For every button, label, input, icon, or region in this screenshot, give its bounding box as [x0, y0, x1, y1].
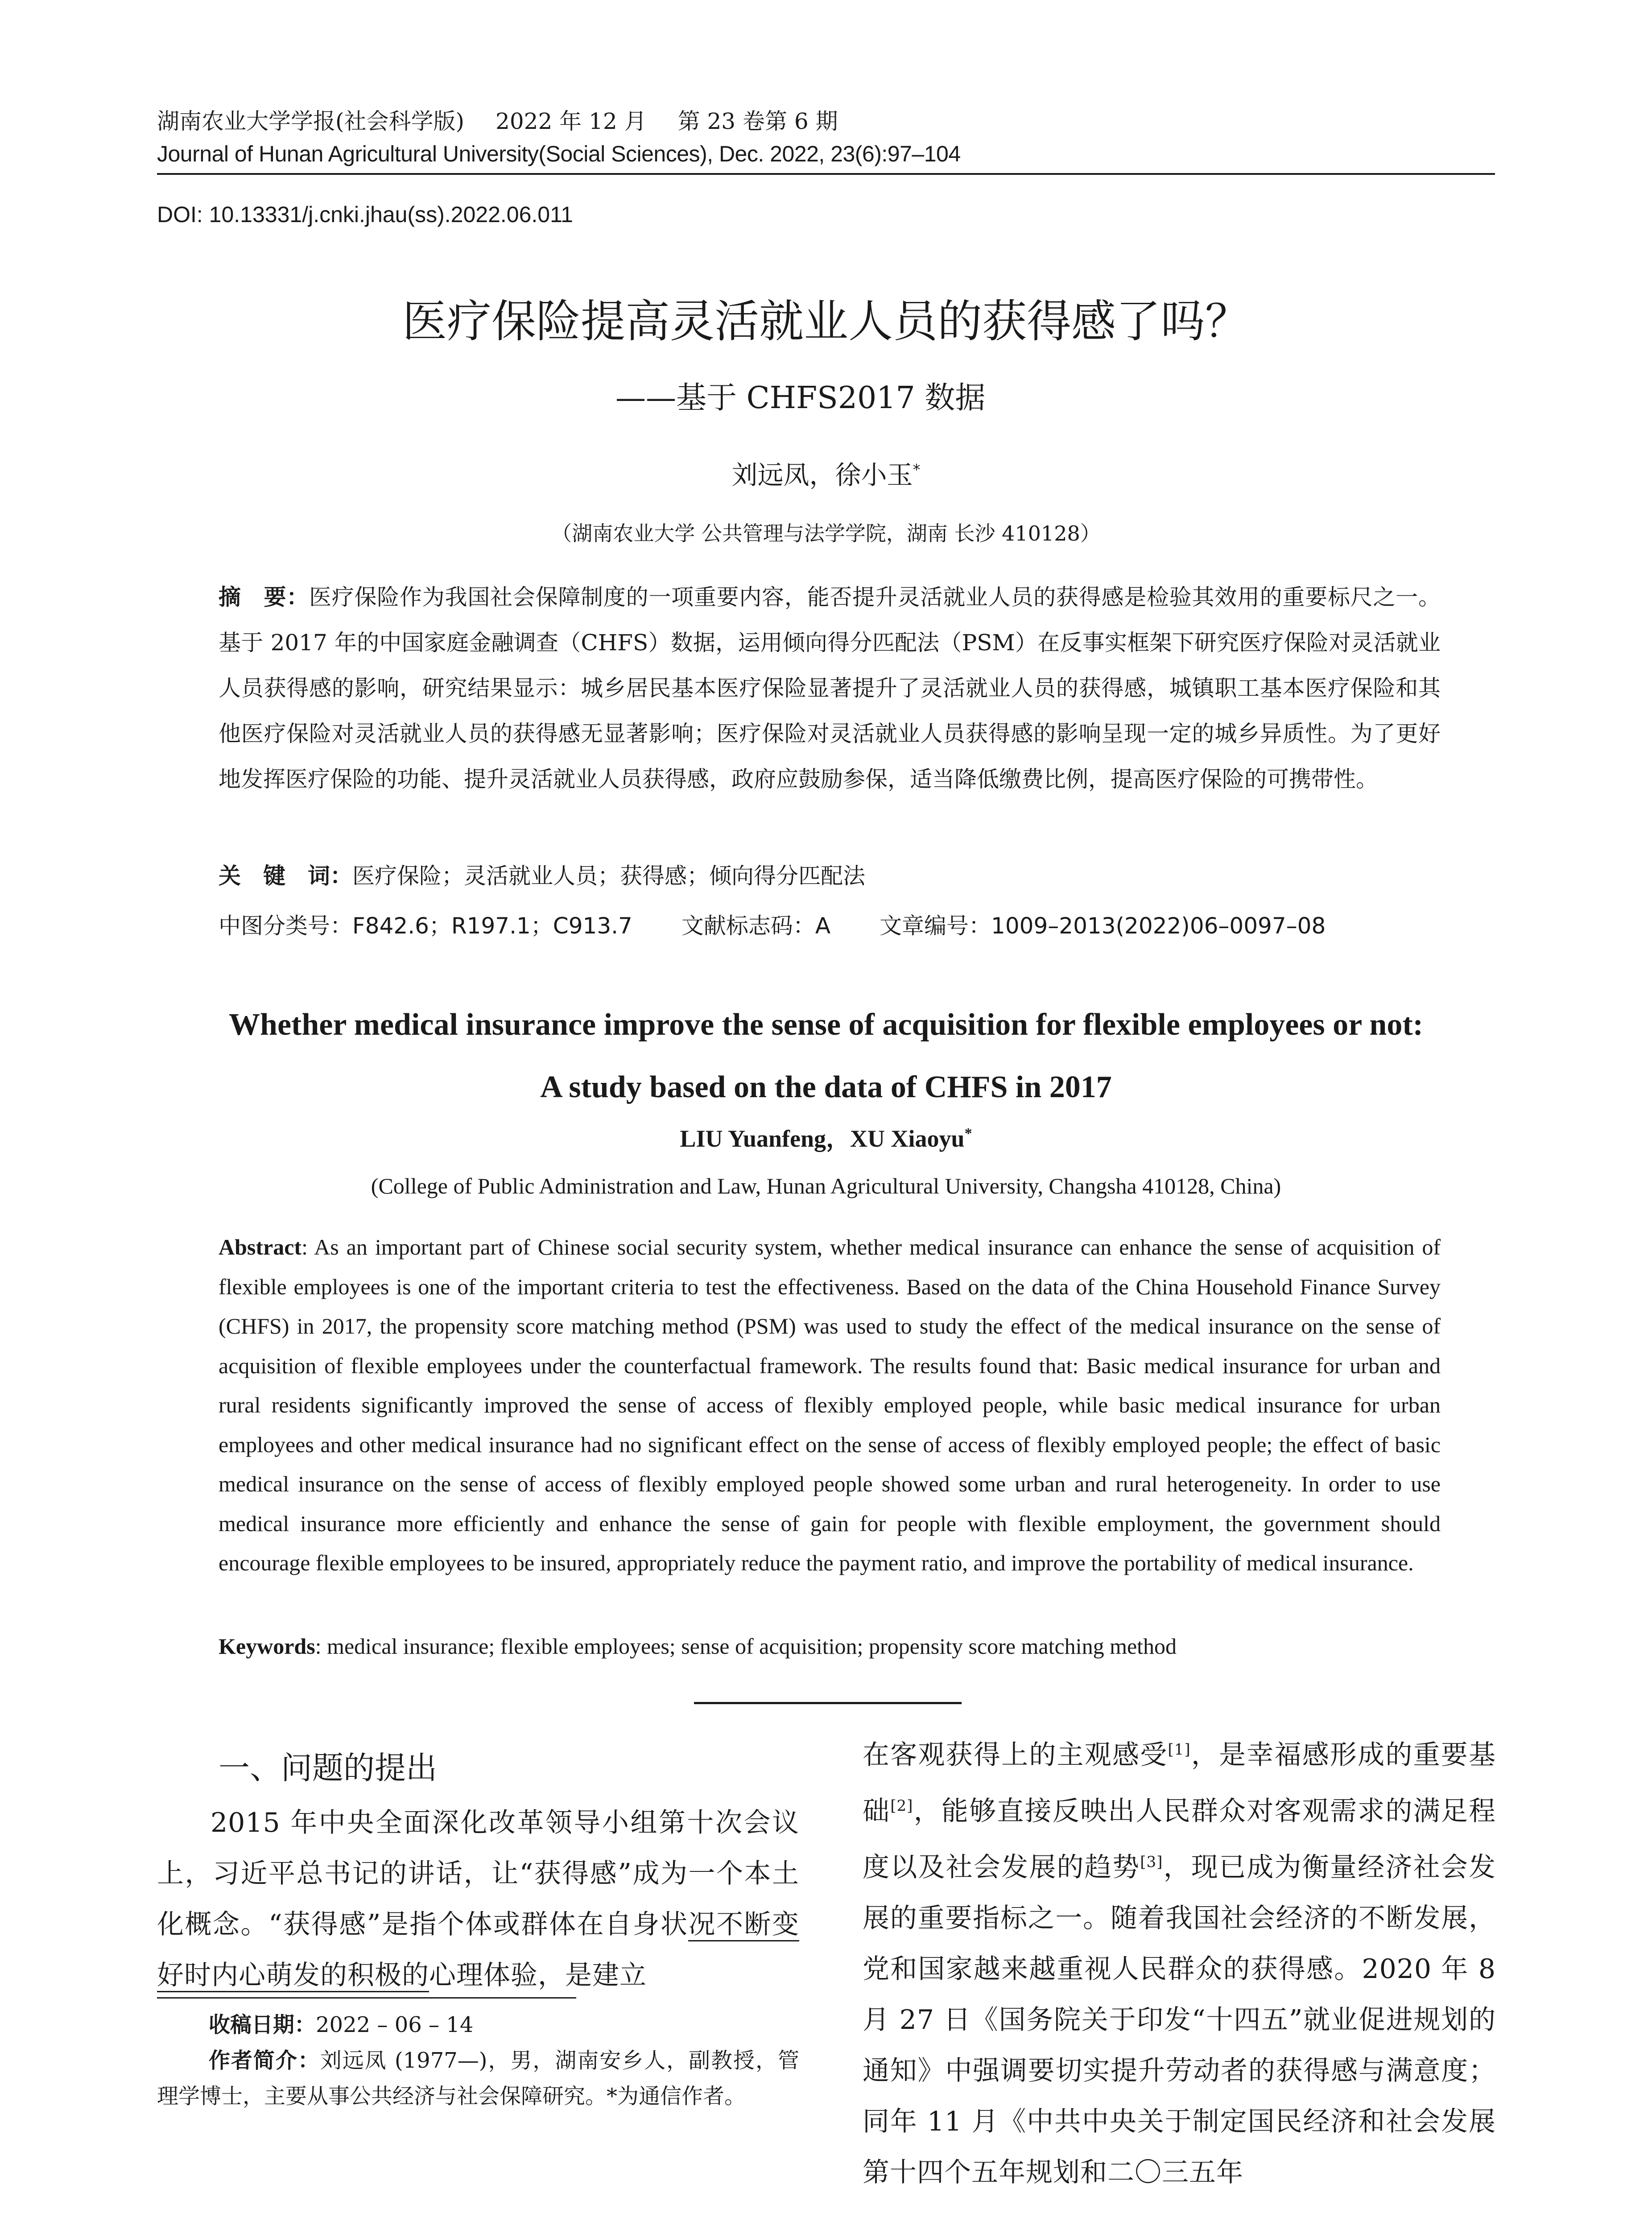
issue-date-cn: 2022 年 12 月 [496, 108, 647, 134]
body-left-underlined: 况不断变好时内心萌发的积极的 [157, 1909, 799, 1992]
header-rule [157, 173, 1495, 175]
abstract-label-en: Abstract [219, 1235, 302, 1260]
affiliation-cn: （湖南农业大学 公共管理与法学学院，湖南 长沙 410128） [551, 521, 1101, 545]
keywords-cn [219, 858, 865, 890]
footnotes [157, 2007, 799, 2114]
author-names-en: LIU Yuanfeng，XU Xiaoyu [680, 1125, 965, 1152]
keywords-text-en: : medical insurance; flexible employees; sense of acquisition; propensity score matching method [315, 1634, 1177, 1659]
author-names-cn: 刘远凤，徐小玉 [731, 460, 913, 490]
author-bio-label: 作者简介： [209, 2048, 320, 2073]
keywords-en [219, 1633, 1177, 1659]
volume-issue-cn: 第 23 卷第 6 期 [677, 108, 838, 134]
abstract-label-cn: 摘 要： [219, 584, 310, 610]
body-left-text: 2015 年中央全面深化改革领导小组第十次会议上，习近平总书记的讲话，让“获得感”成为一个本土化概念。“获得感”是指个体或群体在自身状 [157, 1807, 799, 1940]
clc-number: 中图分类号：F842.6；R197.1；C913.7 [219, 913, 632, 939]
body-right-text-2: ，是幸福感形成的重要基础 [863, 1739, 1496, 1827]
received-value: 2022 – 06 – 14 [316, 2012, 474, 2037]
received-label: 收稿日期： [209, 2012, 316, 2037]
journal-name-cn: 湖南农业大学学报(社会科学版) [157, 108, 465, 134]
citation-3[interactable]: [3] [1140, 1853, 1163, 1871]
article-title-en-line1: Whether medical insurance improve the sense of acquisition for flexible employees or not: [229, 1008, 1423, 1042]
authors-cn [0, 454, 1652, 491]
abstract-text-en: : As an important part of Chinese social security system, whether medical insurance can enhance the sense of acquisition of flexible employees is one of the important criteria to test the effectiveness. Based on the data of the China Household Finance Survey (CHFS) in 2017, the propensity score matching method (PSM) was used to study the effect of the medical insurance on the sense of acquisition of flexible employees under the counterfactual framework. The results found that: Basic medical insurance for urban and rural residents significantly improved the sense of access of flexibly employed people, while basic medical insurance for urban employees and other medical insurance had no significant effect on the sense of access of flexibly employed people; the effect of basic medical insurance on the sense of access of flexibly employed people showed some urban and rural heterogeneity. In order to use medical insurance more efficiently and enhance the sense of gain for people with flexible employment, the government should encourage flexible employees to be insured, appropriately reduce the payment ratio, and improve the portability of medical insurance. [219, 1235, 1441, 1575]
citation-2[interactable]: [2] [890, 1797, 913, 1815]
affiliation-en: (College of Public Administration and Law, Hunan Agricultural University, Changsha 410128, China) [371, 1173, 1281, 1198]
author-bio [157, 2043, 799, 2114]
journal-header-cn [157, 103, 869, 136]
section-separator [694, 1702, 962, 1704]
doi: DOI: 10.13331/j.cnki.jhau(ss).2022.06.011 [157, 202, 573, 227]
article-subtitle-cn: ——基于 CHFS2017 数据 [615, 380, 986, 416]
body-right-text-3: ，能够直接反映出人民群众对客观需求的满足程度以及社会发展的趋势 [863, 1796, 1496, 1883]
footnote-rule [157, 1997, 576, 1999]
body-column-right [863, 1724, 1496, 2198]
received-date [157, 2007, 799, 2043]
corresponding-author-mark: * [913, 461, 921, 479]
abstract-cn [219, 574, 1441, 802]
section-heading-1: 一、问题的提出 [219, 1750, 437, 1786]
keywords-label-cn: 关 键 词： [219, 863, 352, 889]
keywords-label-en: Keywords [219, 1634, 315, 1659]
authors-en [0, 1119, 1652, 1154]
body-right-text-1: 在客观获得上的主观感受 [863, 1739, 1168, 1771]
article-title-en [0, 994, 1652, 1119]
body-column-left [157, 1797, 799, 2001]
abstract-en [219, 1227, 1441, 1583]
body-right-text-4: ，现已成为衡量经济社会发展的重要指标之一。随着我国社会经济的不断发展，党和国家越来越重视人民群众的获得感。2020 年 8 月 27 日《国务院关于印发“十四五”就业促进规划的通知》中强调要切实提升劳动者的获得感与满意度；同年 11 月《中共中央关于制定国民经济和社会发展第十四个五年规划和二〇三五年 [863, 1852, 1496, 2188]
article-number: 文章编号：1009–2013(2022)06–0097–08 [880, 913, 1326, 939]
journal-header-en: Journal of Hunan Agricultural University(Social Sciences), Dec. 2022, 23(6):97–104 [157, 141, 961, 166]
classification-line [219, 908, 1375, 940]
document-code: 文献标志码：A [681, 913, 831, 939]
author-bio-text: 刘远凤 (1977—)，男，湖南安乡人，副教授，管理学博士，主要从事公共经济与社会保障研究。*为通信作者。 [157, 2048, 799, 2109]
abstract-text-cn: 医疗保险作为我国社会保障制度的一项重要内容，能否提升灵活就业人员的获得感是检验其效用的重要标尺之一。基于 2017 年的中国家庭金融调查（CHFS）数据，运用倾向得分匹配法（PSM）在反事实框架下研究医疗保险对灵活就业人员获得感的影响，研究结果显示：城乡居民基本医疗保险显著提升了灵活就业人员的获得感，城镇职工基本医疗保险和其他医疗保险对灵活就业人员的获得感无显著影响；医疗保险对灵活就业人员获得感的影响呈现一定的城乡异质性。为了更好地发挥医疗保险的功能、提升灵活就业人员获得感，政府应鼓励参保，适当降低缴费比例，提高医疗保险的可携带性。 [219, 584, 1441, 792]
article-title-en-line2: A study based on the data of CHFS in 2017 [540, 1070, 1112, 1104]
corresponding-author-mark-en: * [964, 1125, 972, 1142]
keywords-text-cn: 医疗保险；灵活就业人员；获得感；倾向得分匹配法 [352, 863, 865, 889]
article-title-cn: 医疗保险提高灵活就业人员的获得感了吗？ [402, 295, 1250, 347]
body-left-tail: 心理体验，是建立 [429, 1960, 647, 1991]
citation-1[interactable]: [1] [1168, 1741, 1191, 1759]
